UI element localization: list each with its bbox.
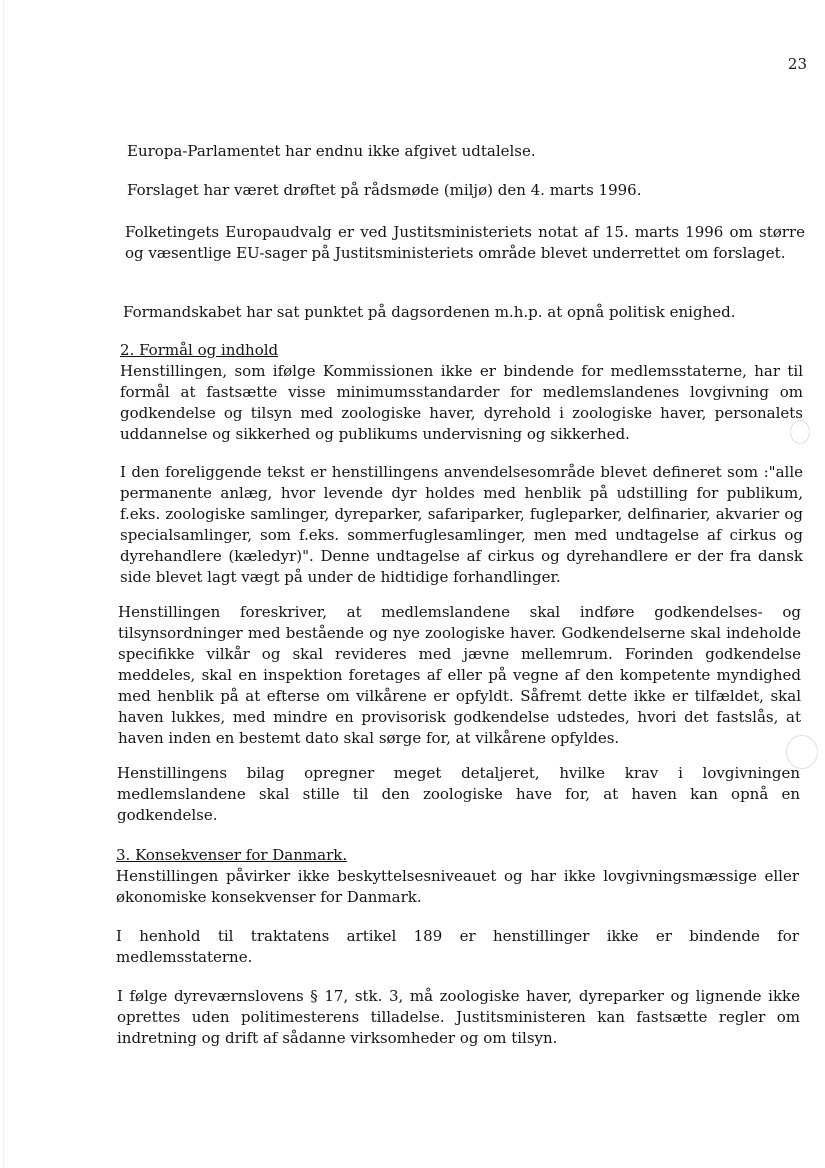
section-3-konsekvenser	[116, 845, 799, 908]
paragraph-presidency	[123, 302, 803, 323]
paragraph-text: Formandskabet har sat punktet på dagsordenen m.h.p. at opnå politisk enighed.	[123, 303, 736, 321]
paragraph-licensing	[118, 602, 801, 749]
paragraph-council-meeting	[127, 180, 797, 201]
paragraph-scope	[120, 462, 803, 588]
paragraph-text: Forslaget har været drøftet på rådsmøde (miljø) den 4. marts 1996.	[127, 181, 642, 199]
paragraph-text: Europa-Parlamentet har endnu ikke afgivet udtalelse.	[127, 142, 536, 160]
scan-artifact	[786, 735, 818, 769]
paragraph-animal-welfare-act	[117, 986, 800, 1049]
paragraph-ep-opinion	[127, 141, 797, 162]
paragraph-text: Folketingets Europaudvalg er ved Justitsministeriets notat af 15. marts 1996 om større og væsentlige EU-sager på Justitsministeriets område blevet underrettet om forslaget.	[125, 223, 805, 262]
paragraph-text: Henstillingen påvirker ikke beskyttelsesniveauet og har ikke lovgivningsmæssige eller økonomiske konsekvenser for Danmark.	[116, 867, 799, 906]
paragraph-text: I følge dyreværnslovens § 17, stk. 3, må zoologiske haver, dyreparker og lignende ikke oprettes uden politimesterens tilladelse. Justitsministeren kan fastsætte regler om indretning og drift af sådanne virksomheder og om tilsyn.	[117, 987, 800, 1047]
paragraph-annex	[117, 763, 800, 826]
paragraph-text: Henstillingen foreskriver, at medlemslandene skal indføre godkendelses- og tilsynsordninger med bestående og nye zoologiske haver. Godkendelserne skal indeholde specifikke vilkår og skal revideres med jævne mellemrum. Forinden godkendelse meddeles, skal en inspektion foretages af eller på vegne af den kompetente myndighed med henblik på at efterse om vilkårene er opfyldt. Såfremt dette ikke er tilfældet, skal haven lukkes, med mindre en provisorisk godkendelse udstedes, hvori det fastslås, at haven inden en bestemt dato skal sørge for, at vilkårene opfyldes.	[118, 603, 801, 747]
section-heading: 3. Konsekvenser for Danmark.	[116, 846, 348, 864]
page-number: 23	[787, 55, 807, 73]
scan-artifact	[790, 420, 810, 444]
section-2-formal	[120, 340, 803, 445]
paragraph-text: I den foreliggende tekst er henstillingens anvendelsesområde blevet defineret som :"alle permanente anlæg, hvor levende dyr holdes med henblik på udstilling for publikum, f.eks. zoologiske samlinger, dyreparker, safariparker, fugleparker, delfinarier, akvarier og specialsamlinger, som f.eks. sommerfuglesamlinger, men med undtagelse af cirkus og dyrehandlere (kæledyr)". Denne undtagelse af cirkus og dyrehandlere er der fra dansk side blevet lagt vægt på under de hidtidige forhandlinger.	[120, 463, 803, 586]
section-heading: 2. Formål og indhold	[120, 341, 279, 359]
paragraph-text: Henstillingen, som ifølge Kommissionen ikke er bindende for medlemsstaterne, har til formål at fastsætte visse minimumsstandarder for medlemslandenes lovgivning om godkendelse og tilsyn med zoologiske haver, dyrehold i zoologiske haver, personalets uddannelse og sikkerhed og publikums undervisning og sikkerhed.	[120, 362, 803, 443]
paragraph-text: I henhold til traktatens artikel 189 er henstillinger ikke er bindende for medlemsstaterne.	[116, 927, 799, 966]
paragraph-text: Henstillingens bilag opregner meget detaljeret, hvilke krav i lovgivningen medlemslandene skal stille til den zoologiske have for, at haven kan opnå en godkendelse.	[117, 764, 800, 824]
scan-edge	[3, 0, 4, 1168]
paragraph-article-189	[116, 926, 799, 968]
paragraph-europaudvalg	[125, 222, 805, 264]
